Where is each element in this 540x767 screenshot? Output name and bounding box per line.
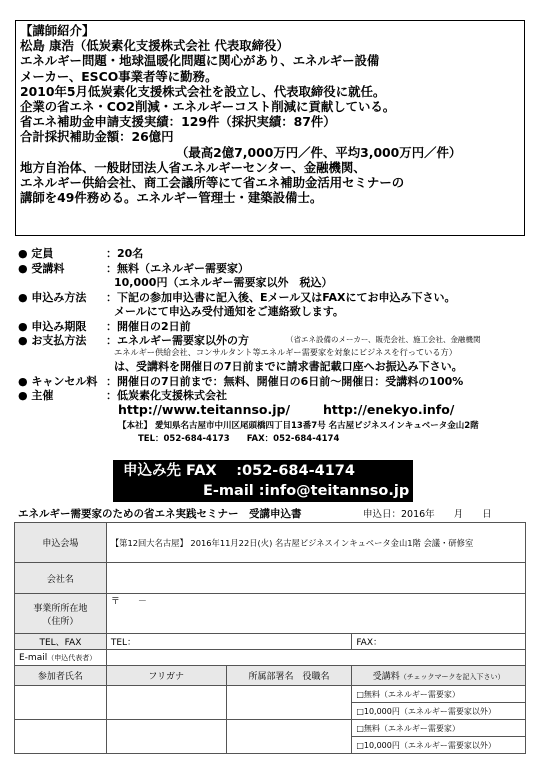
venue-value: 【第12回大名古屋】 2016年11月22日(火) 名古屋ビジネスインキュベータ金山1階 会議・研修室 xyxy=(106,523,525,563)
participant-dept-field[interactable] xyxy=(226,720,352,754)
contact-email: E-mail :info@teitannso.jp xyxy=(203,483,410,499)
intro-line: エネルギー供給会社、商工会議所等にて省エネ補助金活用セミナーの xyxy=(20,175,405,191)
col-department: 所属部署名 役職名 xyxy=(226,666,352,686)
intro-line: 松島 康浩（低炭素化支援株式会社 代表取締役） xyxy=(20,38,289,54)
fax-label: FAX： xyxy=(356,638,382,648)
deadline-value: ：開催日の2日前 xyxy=(106,319,191,333)
form-title xyxy=(18,506,523,521)
intro-line: 合計採択補助金額：26億円 xyxy=(20,129,174,145)
participant-kana-field[interactable] xyxy=(106,686,226,720)
website-link-2[interactable]: http://enekyo.info/ xyxy=(323,401,455,417)
fee-value: ：無料（エネルギー需要家） xyxy=(106,261,249,275)
capacity-label: ● 定員 xyxy=(18,247,54,260)
tel-field[interactable] xyxy=(106,634,351,650)
payment-note-2: エネルギー供給会社、コンサルタント等エネルギー需要家を対象にビジネスを行っている方） xyxy=(114,346,457,357)
deadline-label: ● 申込み期限 xyxy=(18,319,87,333)
participant-dept-field[interactable] xyxy=(226,686,352,720)
intro-line: 地方自治体、一般財団法人省エネルギーセンター、金融機関、 xyxy=(20,159,366,175)
email-field[interactable] xyxy=(106,650,525,666)
fee-option-free[interactable]: □無料（エネルギー需要家） xyxy=(352,686,526,703)
intro-line: エネルギー問題・地球温暖化問題に関心があり、エネルギー設備 xyxy=(20,53,380,69)
participant-name-field[interactable] xyxy=(15,686,107,720)
postal-mark: 〒 － xyxy=(110,597,147,607)
form-title-text: エネルギー需要家のための省エネ実践セミナー 受講申込書 xyxy=(18,508,302,520)
payment-value: ：エネルギー需要家以外の方 xyxy=(106,334,249,347)
col-participant-name: 参加者氏名 xyxy=(15,666,107,686)
fee-value-paid: 10,000円（エネルギー需要家以外 税込） xyxy=(114,276,333,289)
host-value: ：低炭素化支援株式会社 xyxy=(106,389,227,402)
fee-option-paid[interactable]: □10,000円（エネルギー需要家以外） xyxy=(352,737,526,754)
application-form xyxy=(14,522,526,754)
intro-line: 省エネ補助金申請支援実績：129件（採択実績：87件） xyxy=(20,114,336,130)
venue-label: 申込会場 xyxy=(15,523,107,563)
email-label: E-mail（申込代表者） xyxy=(15,650,107,666)
fee-label: ● 受講料 xyxy=(18,261,65,275)
telfax-label: TEL、FAX xyxy=(15,634,107,650)
contact-fax: 申込み先 FAX :052-684-4174 xyxy=(123,463,355,479)
company-label: 会社名 xyxy=(15,563,107,594)
host-label: ● 主催 xyxy=(18,389,54,402)
contact-box xyxy=(113,460,413,502)
cancel-value: ：開催日の7日前まで：無料、開催日の6日前～開催日：受講料の100% xyxy=(106,374,464,388)
fax-field[interactable] xyxy=(352,634,526,650)
application-date: 申込日：2016年 月 日 xyxy=(363,509,492,520)
payment-value-2: は、受講料を開催日の7日前までに請求書記載口座へお振込み下さい。 xyxy=(114,360,463,373)
participant-kana-field[interactable] xyxy=(106,720,226,754)
participant-name-field[interactable] xyxy=(15,720,107,754)
apply-value: ：下記の参加申込書に記入後、Eメール又はFAXにてお申込み下さい。 xyxy=(106,290,456,304)
capacity-value: ：20名 xyxy=(106,247,144,260)
company-tel-fax: TEL：052-684-4173 FAX：052-684-4174 xyxy=(138,433,340,444)
intro-heading: 【講師紹介】 xyxy=(20,23,95,38)
address-field[interactable] xyxy=(106,594,525,634)
intro-line: 講師を49件務める。エネルギー管理士・建築設備士。 xyxy=(20,190,323,206)
website-link-1[interactable]: http://www.teitannso.jp/ xyxy=(118,401,291,417)
intro-line: メーカー、ESCO事業者等に勤務。 xyxy=(20,68,218,84)
payment-label: ● お支払方法 xyxy=(18,334,87,347)
col-fee: 受講料（チェックマークを記入下さい） xyxy=(352,666,526,686)
apply-value-2: メールにて申込み受付通知をご連絡致します。 xyxy=(114,305,344,318)
company-field[interactable] xyxy=(106,563,525,594)
intro-line: 2010年5月低炭素化支援株式会社を設立し、代表取締役に就任。 xyxy=(20,83,386,99)
address-label: 事業所所在地 （住所） xyxy=(15,594,107,634)
fee-option-paid[interactable]: □10,000円（エネルギー需要家以外） xyxy=(352,703,526,720)
seminar-info xyxy=(18,245,528,445)
fee-option-free[interactable]: □無料（エネルギー需要家） xyxy=(352,720,526,737)
payment-note: （省エネ設備のメーカー、販売会社、施工会社、金融機関 xyxy=(286,335,481,344)
intro-line: （最高2億7,000万円／件、平均3,000万円／件） xyxy=(176,144,462,160)
apply-label: ● 申込み方法 xyxy=(18,290,87,304)
company-address: 【本社】 愛知県名古屋市中川区尾頭橋四丁目13番7号 名古屋ビジネスインキュベータ金山2階 xyxy=(118,420,479,431)
lecturer-intro-box xyxy=(15,20,525,236)
cancel-label: ● キャンセル料 xyxy=(18,374,98,388)
col-furigana: フリガナ xyxy=(106,666,226,686)
intro-line: 企業の省エネ・CO2削減・エネルギーコスト削減に貢献している。 xyxy=(20,99,396,115)
tel-label: TEL： xyxy=(110,638,137,648)
